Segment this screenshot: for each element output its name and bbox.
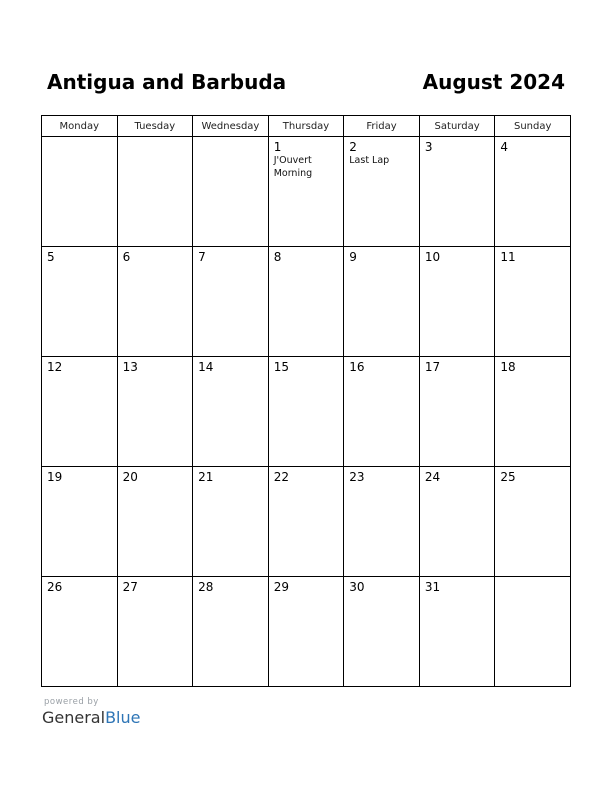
month-title: August 2024 <box>422 70 565 94</box>
powered-by-label: powered by <box>44 697 99 707</box>
weekday-header-row <box>42 116 571 137</box>
day-cell <box>344 577 420 687</box>
day-cell <box>495 247 571 357</box>
footer-branding <box>42 697 140 727</box>
day-cell <box>268 357 344 467</box>
day-cell <box>193 357 269 467</box>
day-number: 25 <box>500 470 516 484</box>
day-number: 3 <box>424 140 433 154</box>
week-row <box>42 247 571 357</box>
day-number: 28 <box>198 580 214 594</box>
day-number: 18 <box>500 360 516 374</box>
day-number: 27 <box>122 580 138 594</box>
day-cell <box>419 137 495 247</box>
weekday-thursday: Thursday <box>268 116 344 137</box>
day-cell <box>193 137 269 247</box>
weekday-monday: Monday <box>42 116 118 137</box>
day-number: 21 <box>198 470 214 484</box>
day-number: 16 <box>349 360 365 374</box>
day-number <box>42 137 117 140</box>
calendar-body <box>42 137 571 687</box>
day-number: 9 <box>349 250 357 264</box>
week-row <box>42 357 571 467</box>
day-cell <box>117 577 193 687</box>
day-number: 20 <box>122 470 138 484</box>
day-number: 6 <box>122 250 131 264</box>
day-cell <box>193 467 269 577</box>
weekday-friday: Friday <box>344 116 420 137</box>
day-number: 17 <box>424 360 441 374</box>
day-number: 13 <box>122 360 138 374</box>
day-number: 1 <box>273 140 282 154</box>
day-number: 5 <box>47 250 55 264</box>
day-number: 19 <box>47 470 63 484</box>
day-cell <box>495 137 571 247</box>
day-number: 14 <box>198 360 214 374</box>
day-cell <box>419 247 495 357</box>
day-cell <box>344 247 420 357</box>
day-number: 22 <box>273 470 289 484</box>
day-number: 24 <box>424 470 441 484</box>
day-number <box>193 137 268 140</box>
day-number: 31 <box>424 580 441 594</box>
day-cell <box>344 137 420 247</box>
weekday-tuesday: Tuesday <box>117 116 193 137</box>
day-cell <box>117 357 193 467</box>
weekday-sunday: Sunday <box>495 116 571 137</box>
day-cell <box>268 467 344 577</box>
day-number <box>118 137 193 140</box>
day-cell <box>268 137 344 247</box>
day-number: 11 <box>500 250 516 264</box>
week-row <box>42 467 571 577</box>
day-cell <box>419 467 495 577</box>
day-cell <box>117 247 193 357</box>
day-cell <box>344 467 420 577</box>
day-cell <box>193 577 269 687</box>
country-title: Antigua and Barbuda <box>47 70 287 94</box>
calendar-grid <box>41 115 571 687</box>
day-number: 10 <box>424 250 441 264</box>
brand-general-text: General <box>42 708 106 727</box>
weekday-saturday: Saturday <box>419 116 495 137</box>
day-cell <box>419 577 495 687</box>
day-cell <box>42 467 118 577</box>
day-cell <box>42 577 118 687</box>
day-number: 12 <box>47 360 63 374</box>
day-cell <box>495 357 571 467</box>
day-cell <box>268 247 344 357</box>
day-number: 4 <box>500 140 509 154</box>
day-cell <box>117 137 193 247</box>
day-cell <box>419 357 495 467</box>
day-cell <box>193 247 269 357</box>
day-number: 29 <box>273 580 289 594</box>
day-number: 8 <box>273 250 282 264</box>
week-row <box>42 577 571 687</box>
day-number: 26 <box>47 580 63 594</box>
generalblue-logo[interactable] <box>42 708 140 727</box>
day-cell <box>42 137 118 247</box>
holiday-event: Last Lap <box>349 155 390 166</box>
weekday-wednesday: Wednesday <box>193 116 269 137</box>
day-number: 23 <box>349 470 365 484</box>
day-cell <box>495 577 571 687</box>
day-cell <box>268 577 344 687</box>
day-number: 15 <box>273 360 289 374</box>
day-cell <box>42 357 118 467</box>
day-cell <box>117 467 193 577</box>
day-number: 30 <box>349 580 365 594</box>
day-cell <box>344 357 420 467</box>
day-number <box>495 577 570 580</box>
day-number: 2 <box>349 140 357 154</box>
day-cell <box>42 247 118 357</box>
day-cell <box>495 467 571 577</box>
week-row <box>42 137 571 247</box>
day-number: 7 <box>198 250 206 264</box>
holiday-event: J'Ouvert Morning <box>273 155 313 179</box>
brand-blue-text: Blue <box>105 708 141 727</box>
